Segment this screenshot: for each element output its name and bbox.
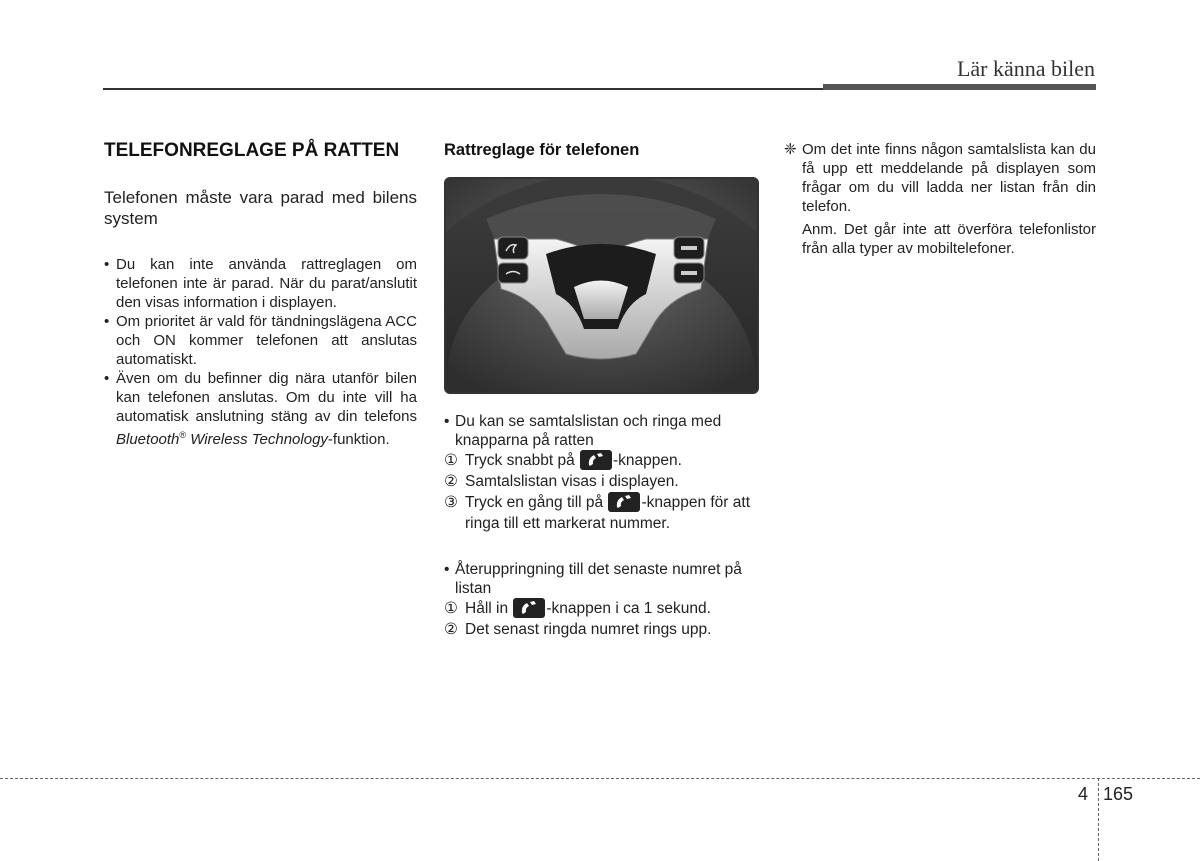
subsection-title: Rattreglage för telefonen	[444, 141, 640, 159]
bluetooth-term: Bluetooth	[116, 431, 180, 448]
header-rule	[103, 88, 823, 90]
step-item	[444, 619, 757, 640]
chapter-number: 4	[1078, 784, 1089, 804]
list-item: • Du kan se samtalslistan och ringa med knapparna på ratten	[444, 412, 757, 450]
step-text-after: -knappen i ca 1 sekund.	[546, 600, 711, 617]
step-number: ③	[444, 494, 458, 511]
section-title: TELEFONREGLAGE PÅ RATTEN	[104, 140, 400, 161]
step-item	[444, 471, 757, 492]
bullet-list	[104, 255, 417, 449]
phone-handset-icon	[513, 598, 545, 618]
column-middle	[444, 140, 757, 640]
footer-divider-vertical	[1098, 778, 1099, 861]
wireless-technology-term: Wireless Technology	[186, 431, 328, 448]
bullet-suffix: -funktion.	[327, 431, 390, 448]
step-number: ②	[444, 473, 458, 490]
page-number: 165	[1103, 784, 1134, 804]
column-left	[104, 140, 417, 449]
footer-divider	[0, 778, 1200, 779]
list-item: • Du kan inte använda rattreglagen om telefonen inte är parad. När du parat/anslutit den visas information i displayen.	[104, 255, 417, 312]
phone-handset-icon	[608, 492, 640, 512]
note-star-icon: ❈	[784, 141, 797, 158]
step-text: Tryck snabbt på	[465, 452, 580, 469]
note-block	[784, 140, 1096, 258]
intro-text: Telefonen måste vara parad med bilens system	[104, 188, 417, 228]
step-text: Samtalslistan visas i displayen.	[465, 473, 679, 490]
step-number: ①	[444, 452, 458, 469]
step-text: Tryck en gång till på	[465, 494, 608, 511]
steering-wheel-illustration	[444, 177, 759, 394]
column-right	[784, 140, 1096, 262]
note-text: Om det inte finns någon samtalslista kan du få upp ett meddelande på displayen som frågar om du vill ladda ner listan från din telefon.	[802, 141, 1096, 215]
bullet-text: Även om du befinner dig nära utanför bilen kan telefonen anslutas. Om du inte vill ha automatisk anslutning stäng av din telefons	[116, 370, 417, 425]
list-item	[104, 369, 417, 449]
header-rule-bar	[823, 84, 1096, 90]
list-item: • Återuppringning till det senaste numret på listan	[444, 560, 757, 598]
phone-handset-icon	[580, 450, 612, 470]
step-text: Det senast ringda numret rings upp.	[465, 621, 712, 638]
step-text: Håll in	[465, 600, 513, 617]
registered-mark: ®	[179, 430, 187, 440]
steering-wheel-icon	[446, 179, 757, 392]
step-text-after: -knappen för att ringa till ett markerat nummer.	[465, 494, 751, 532]
note-text: Anm. Det går inte att överföra telefonlistor från alla typer av mobiltelefoner.	[802, 221, 1096, 257]
list-item: • Om prioritet är vald för tändningslägena ACC och ON kommer telefonen att anslutas automatiskt.	[104, 312, 417, 369]
step-item	[444, 450, 757, 471]
step-item	[444, 598, 757, 619]
step-number: ②	[444, 621, 458, 638]
step-text-after: -knappen.	[613, 452, 682, 469]
page-header-title: Lär känna bilen	[956, 56, 1095, 81]
step-number: ①	[444, 600, 458, 617]
step-item	[444, 492, 757, 534]
